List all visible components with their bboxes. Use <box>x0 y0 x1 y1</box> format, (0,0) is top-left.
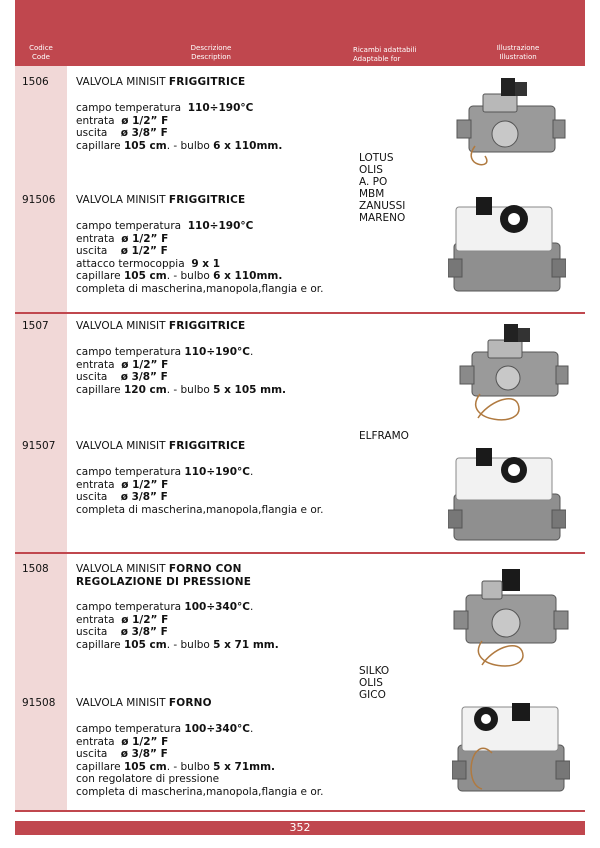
brand-name: GICO <box>359 689 386 701</box>
spec-label: campo temperatura <box>76 220 188 232</box>
spec-label: uscita <box>76 371 121 383</box>
item-title <box>76 320 245 333</box>
spec-value: 110÷190°C <box>187 220 254 232</box>
spec-value-2: 5 x 105 mm. <box>213 383 287 396</box>
brand-name: OLIS <box>359 677 383 689</box>
item-title <box>76 76 245 89</box>
spec-label: campo temperatura <box>76 723 185 735</box>
spec-label: entrata <box>76 478 122 491</box>
spec-line <box>76 270 323 283</box>
header-code <box>15 44 67 62</box>
spec-label: campo temperatura <box>76 346 185 358</box>
spec-line <box>76 786 323 799</box>
spec-label: entrata <box>76 735 122 748</box>
spec-tail: . - bulbo <box>166 383 214 396</box>
brand-list <box>359 152 405 224</box>
item-title-prefix: VALVOLA MINISIT <box>76 440 169 452</box>
spec-label: uscita <box>76 491 121 503</box>
spec-value: 105 cm <box>123 638 167 651</box>
spec-value: 110÷190°C <box>184 466 250 478</box>
spec-tail: . <box>250 466 254 478</box>
spec-line <box>76 359 286 372</box>
spec-value: ø 1/2” F <box>120 245 168 257</box>
spec-line <box>76 601 279 614</box>
spec-line <box>76 491 323 504</box>
item-code: 1508 <box>22 563 49 575</box>
spec-label: uscita <box>76 245 121 257</box>
spec-value: ø 1/2” F <box>121 613 169 626</box>
header-illustration <box>463 44 573 62</box>
code-column-bg <box>15 66 67 312</box>
header-parts-en: Adaptable for <box>353 55 401 63</box>
header-desc-it: Descrizione <box>190 44 232 52</box>
header-description <box>81 44 341 62</box>
item-title-prefix: VALVOLA MINISIT <box>76 563 169 575</box>
spec-value: ø 3/8” F <box>120 626 168 638</box>
page-footer <box>15 821 585 835</box>
spec-value-2: 5 x 71mm. <box>213 760 276 773</box>
header-code-it: Codice <box>29 44 53 52</box>
code-column-bg <box>15 314 67 552</box>
spec-line <box>76 504 323 517</box>
valve-illustration-1508 <box>452 565 570 677</box>
spec-line <box>76 346 286 359</box>
item-code: 91506 <box>22 194 56 206</box>
section-divider <box>15 552 585 554</box>
header-parts-it: Ricambi adattabili <box>353 46 417 54</box>
spec-value: ø 1/2” F <box>121 358 169 371</box>
spec-label: campo temperatura <box>76 601 185 613</box>
spec-value: 110÷190°C <box>184 346 250 358</box>
spec-value: 100÷340°C <box>184 723 250 735</box>
spec-line <box>76 639 279 652</box>
spec-line <box>76 761 323 774</box>
spec-value: ø 3/8” F <box>120 371 168 383</box>
header-illus-en: Illustration <box>499 53 537 61</box>
section-divider <box>15 810 585 812</box>
item-specs <box>76 220 323 295</box>
item-specs <box>76 723 323 798</box>
spec-value: ø 3/8” F <box>120 748 168 760</box>
spec-line <box>76 748 323 761</box>
spec-line <box>76 140 282 153</box>
table-header <box>15 0 585 66</box>
spec-label: completa di mascherina,manopola,flangia e or. <box>76 785 324 798</box>
header-code-en: Code <box>32 53 50 61</box>
spec-line <box>76 258 323 271</box>
spec-line <box>76 736 323 749</box>
item-title-type: FORNO <box>168 697 212 709</box>
spec-value: ø 3/8” F <box>120 491 168 503</box>
brand-name: OLIS <box>359 164 383 176</box>
spec-value: 105 cm <box>123 760 167 773</box>
spec-label: capillare <box>76 383 124 396</box>
spec-value: 105 cm <box>123 270 167 282</box>
item-title <box>76 440 245 453</box>
item-title-prefix: VALVOLA MINISIT <box>76 697 169 709</box>
spec-label: attacco termocoppia <box>76 257 192 270</box>
spec-line <box>76 220 323 233</box>
spec-label: con regolatore di pressione <box>76 773 220 785</box>
item-title <box>76 194 245 207</box>
spec-label: entrata <box>76 232 122 245</box>
spec-value: ø 1/2” F <box>121 114 169 127</box>
header-desc-en: Description <box>191 53 231 61</box>
spec-value-2: 5 x 71 mm. <box>213 638 279 651</box>
spec-label: completa di mascherina,manopola,flangia e or. <box>76 282 324 295</box>
item-title-prefix: VALVOLA MINISIT <box>76 76 169 88</box>
spec-value: ø 1/2” F <box>121 478 169 491</box>
spec-value: ø 1/2” F <box>121 232 169 245</box>
item-code: 1507 <box>22 320 49 332</box>
spec-line <box>76 723 323 736</box>
spec-line <box>76 773 323 786</box>
spec-label: capillare <box>76 139 124 152</box>
spec-line <box>76 384 286 397</box>
spec-value: 105 cm <box>123 139 167 152</box>
section-divider <box>15 312 585 314</box>
brand-name: MARENO <box>359 212 406 224</box>
spec-value: ø 1/2” F <box>121 735 169 748</box>
spec-label: capillare <box>76 638 124 651</box>
spec-tail: . - bulbo <box>166 638 214 651</box>
brand-name: LOTUS <box>359 152 394 164</box>
spec-value: 120 cm <box>123 383 167 396</box>
spec-line <box>76 127 282 140</box>
spec-label: capillare <box>76 270 124 282</box>
item-code: 1506 <box>22 76 49 88</box>
item-specs <box>76 102 282 152</box>
valve-illustration-1506 <box>455 76 567 176</box>
item-title-prefix: VALVOLA MINISIT <box>76 194 169 206</box>
spec-line <box>76 614 279 627</box>
spec-label: entrata <box>76 114 122 127</box>
spec-tail: . <box>250 601 254 613</box>
item-title-type: FRIGGITRICE <box>168 320 246 332</box>
spec-label: completa di mascherina,manopola,flangia e or. <box>76 503 324 516</box>
spec-line <box>76 466 323 479</box>
brand-list <box>359 665 389 701</box>
header-parts <box>353 46 433 64</box>
spec-value-2: 6 x 110mm. <box>213 139 283 152</box>
spec-value: 110÷190°C <box>187 102 254 114</box>
spec-value: 9 x 1 <box>191 257 221 270</box>
brand-name: SILKO <box>359 665 390 677</box>
spec-tail: . - bulbo <box>166 760 214 773</box>
item-code: 91508 <box>22 697 56 709</box>
item-specs <box>76 466 323 516</box>
item-title-type: FRIGGITRICE <box>168 76 246 88</box>
spec-line <box>76 245 323 258</box>
spec-tail: . <box>250 723 254 735</box>
spec-tail: . <box>250 346 254 358</box>
spec-line <box>76 233 323 246</box>
item-title-type: FORNO CON <box>168 563 242 575</box>
valve-illustration-91507 <box>448 444 566 552</box>
spec-line <box>76 115 282 128</box>
spec-label: uscita <box>76 127 121 139</box>
brand-name: MBM <box>359 188 385 200</box>
spec-value: ø 3/8” F <box>120 127 168 139</box>
spec-label: capillare <box>76 760 124 773</box>
item-title-type-line2: REGOLAZIONE DI PRESSIONE <box>76 575 252 588</box>
item-specs <box>76 346 286 396</box>
spec-tail: . - bulbo <box>166 270 214 282</box>
spec-line <box>76 626 279 639</box>
item-specs <box>76 601 279 651</box>
spec-line <box>76 479 323 492</box>
spec-line <box>76 283 323 296</box>
spec-label: entrata <box>76 613 122 626</box>
valve-illustration-91508 <box>452 693 570 801</box>
spec-label: entrata <box>76 358 122 371</box>
valve-illustration-1507 <box>458 322 570 432</box>
item-title-type: FRIGGITRICE <box>168 440 246 452</box>
item-title-type: FRIGGITRICE <box>168 194 246 206</box>
item-title-prefix: VALVOLA MINISIT <box>76 320 169 332</box>
spec-label: campo temperatura <box>76 466 185 478</box>
valve-illustration-91506 <box>448 193 566 303</box>
item-title <box>76 697 212 710</box>
spec-value-2: 6 x 110mm. <box>213 270 283 282</box>
item-title <box>76 563 251 588</box>
spec-label: uscita <box>76 748 121 760</box>
spec-line <box>76 102 282 115</box>
spec-line <box>76 371 286 384</box>
item-code: 91507 <box>22 440 56 452</box>
brand-list <box>359 430 409 442</box>
spec-label: uscita <box>76 626 121 638</box>
brand-name: ELFRAMO <box>359 430 409 442</box>
spec-label: campo temperatura <box>76 102 188 114</box>
spec-value: 100÷340°C <box>184 601 250 613</box>
page-number: 352 <box>289 821 311 834</box>
brand-name: ZANUSSI <box>359 200 406 212</box>
header-illus-it: Illustrazione <box>496 44 540 52</box>
code-column-bg <box>15 554 67 810</box>
spec-tail: . - bulbo <box>166 139 214 152</box>
brand-name: A. PO <box>359 176 388 188</box>
